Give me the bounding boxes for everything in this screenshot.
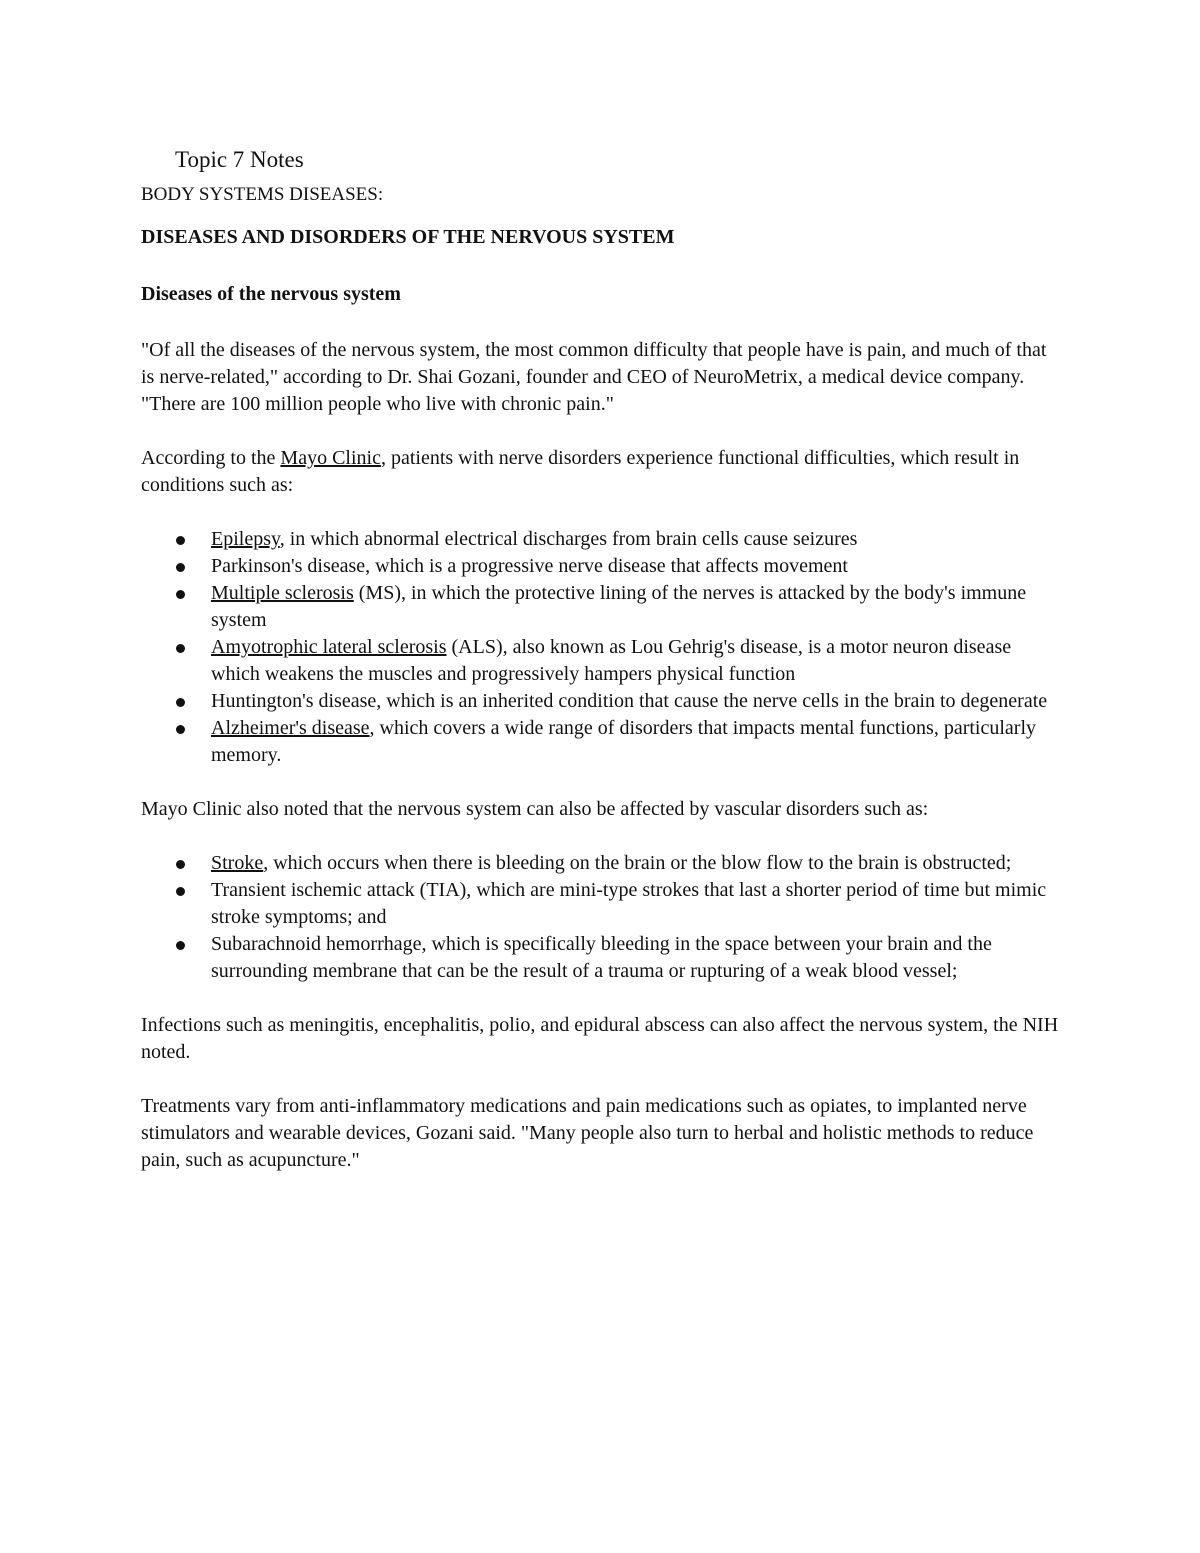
bullet-icon — [176, 725, 185, 734]
list-item — [141, 634, 1061, 688]
vascular-text: Transient ischemic attack (TIA), which are mini-type strokes that last a shorter period of time but mimic stroke symptoms; and — [211, 879, 1047, 928]
list-item — [141, 715, 1061, 769]
bullet-icon — [176, 698, 185, 707]
alzheimers-link[interactable]: Alzheimer's disease — [211, 717, 370, 739]
vascular-text: , which occurs when there is bleeding on the brain or the blow flow to the brain is obstructed; — [263, 852, 1012, 874]
bullet-icon — [176, 590, 185, 599]
als-link[interactable]: Amyotrophic lateral sclerosis — [211, 636, 447, 658]
conditions-list — [141, 526, 1061, 769]
section-heading: DISEASES AND DISORDERS OF THE NERVOUS SYSTEM — [141, 226, 675, 248]
list-item — [141, 553, 1061, 580]
condition-text: , which covers a wide range of disorders that impacts mental functions, particularly memory. — [211, 717, 1037, 766]
treatments-paragraph: Treatments vary from anti-inflammatory medications and pain medications such as opiates, to implanted nerve stimulators and wearable devices, Gozani said. "Many people also turn to herbal and holistic methods to reduce pain, such as acupuncture." — [141, 1095, 1034, 1171]
bullet-icon — [176, 563, 185, 572]
list-item — [141, 688, 1061, 715]
stroke-link[interactable]: Stroke — [211, 852, 264, 874]
vascular-list — [141, 850, 1061, 985]
list-item — [141, 526, 1061, 553]
document-body — [141, 337, 1061, 1201]
list-item — [141, 877, 1061, 931]
subsection-heading: Diseases of the nervous system — [141, 283, 401, 305]
condition-text: (ALS), also known as Lou Gehrig's disease, is a motor neuron disease which weakens the muscles and progressively hampers physical function — [211, 636, 1012, 685]
bullet-icon — [176, 941, 185, 950]
condition-text: (MS), in which the protective lining of the nerves is attacked by the body's immune system — [211, 582, 1027, 631]
mayo-text-before: According to the — [141, 447, 281, 469]
bullet-icon — [176, 860, 185, 869]
condition-text: Parkinson's disease, which is a progressive nerve disease that affects movement — [211, 555, 848, 577]
intro-quote: "Of all the diseases of the nervous system, the most common difficulty that people have is pain, and much of that is nerve-related," according to Dr. Shai Gozani, founder and CEO of NeuroMetrix, a medical device company. "There are 100 million people who live with chronic pain." — [141, 339, 1047, 415]
mayo-clinic-link[interactable]: Mayo Clinic — [280, 447, 381, 469]
list-item — [141, 580, 1061, 634]
multiple-sclerosis-link[interactable]: Multiple sclerosis — [211, 582, 354, 604]
condition-text: Huntington's disease, which is an inherited condition that cause the nerve cells in the brain to degenerate — [211, 690, 1048, 712]
vascular-text: Subarachnoid hemorrhage, which is specifically bleeding in the space between your brain and the surrounding membrane that can be the result of a trauma or rupturing of a weak blood vessel; — [211, 933, 992, 982]
mayo-paragraph — [141, 445, 1061, 499]
infections-paragraph: Infections such as meningitis, encephalitis, polio, and epidural abscess can also affect the nervous system, the NIH noted. — [141, 1014, 1059, 1063]
condition-text: , in which abnormal electrical discharges from brain cells cause seizures — [279, 528, 858, 550]
bullet-icon — [176, 887, 185, 896]
bullet-icon — [176, 644, 185, 653]
mayo-text-after: , patients with nerve disorders experience functional difficulties, which result in conditions such as: — [141, 447, 1020, 496]
document-subtitle: BODY SYSTEMS DISEASES: — [141, 184, 384, 205]
topic-title: Topic 7 Notes — [175, 147, 304, 172]
vascular-intro: Mayo Clinic also noted that the nervous system can also be affected by vascular disorders such as: — [141, 798, 929, 820]
list-item — [141, 931, 1061, 985]
list-item — [141, 850, 1061, 877]
epilepsy-link[interactable]: Epilepsy — [211, 528, 280, 550]
bullet-icon — [176, 536, 185, 545]
